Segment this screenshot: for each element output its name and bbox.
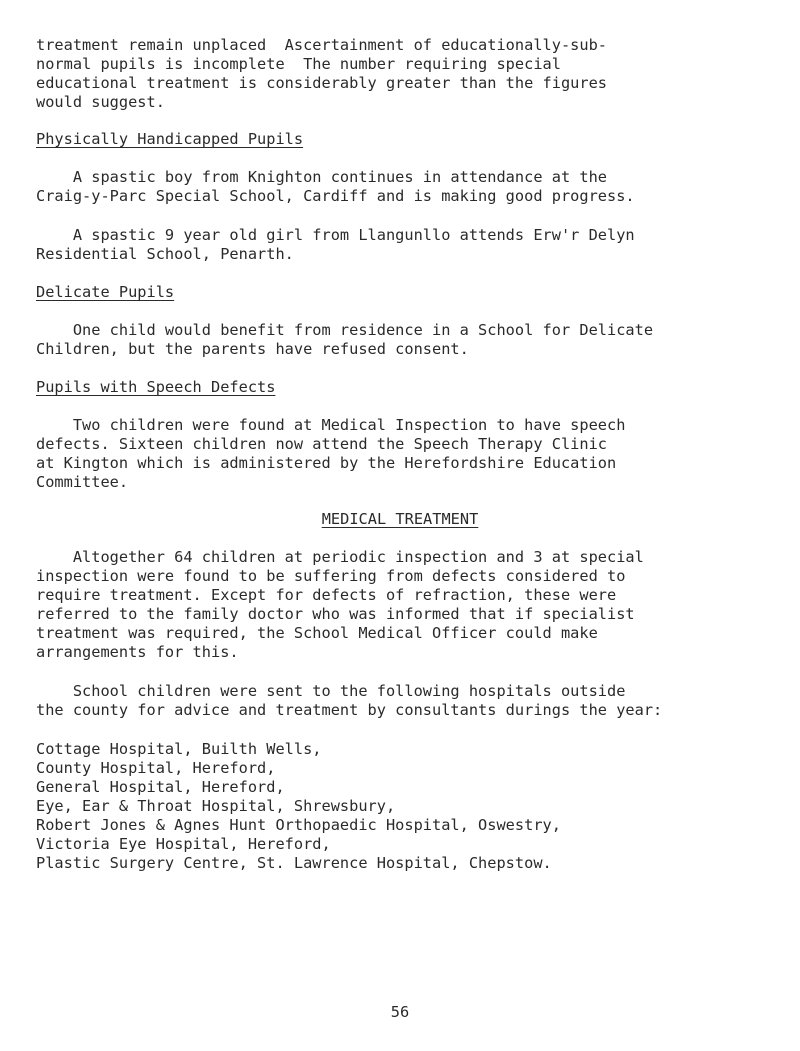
medical-treatment-heading: MEDICAL TREATMENT: [321, 510, 479, 528]
section-heading: [36, 378, 776, 397]
paragraph-line: Residential School, Penarth.: [36, 245, 294, 263]
delicate-pupils-heading: Delicate Pupils: [36, 283, 175, 301]
hospital-item: Cottage Hospital, Builth Wells,: [36, 740, 322, 758]
physically-handicapped-heading: Physically Handicapped Pupils: [36, 130, 304, 148]
paragraph-line: Committee.: [36, 473, 129, 491]
hospital-item: Eye, Ear & Throat Hospital, Shrewsbury,: [36, 797, 396, 815]
speech-defects-paragraph: [36, 416, 776, 492]
intro-line: normal pupils is incomplete The number requiring special: [36, 55, 561, 73]
paragraph-line: inspection were found to be suffering from defects considered to: [36, 567, 626, 585]
hospital-list: [36, 740, 776, 873]
paragraph-line: require treatment. Except for defects of refraction, these were: [36, 586, 617, 604]
physically-handicapped-paragraph: [36, 168, 776, 206]
paragraph-line: A spastic 9 year old girl from Llangunllo attends Erw'r Delyn: [36, 226, 635, 244]
paragraph-line: Craig-y-Parc Special School, Cardiff and is making good progress.: [36, 187, 635, 205]
paragraph-line: Children, but the parents have refused consent.: [36, 340, 469, 358]
paragraph-line: Altogether 64 children at periodic inspection and 3 at special: [36, 548, 644, 566]
hospital-item: County Hospital, Hereford,: [36, 759, 276, 777]
intro-line: treatment remain unplaced Ascertainment of educationally-sub-: [36, 36, 607, 54]
medical-treatment-paragraph: [36, 548, 776, 662]
intro-paragraph: [36, 36, 776, 112]
hospital-item: General Hospital, Hereford,: [36, 778, 285, 796]
hospital-item: Robert Jones & Agnes Hunt Orthopaedic Hospital, Oswestry,: [36, 816, 561, 834]
delicate-pupils-paragraph: [36, 321, 776, 359]
hospital-item: Plastic Surgery Centre, St. Lawrence Hospital, Chepstow.: [36, 854, 552, 872]
paragraph-line: treatment was required, the School Medical Officer could make: [36, 624, 598, 642]
page-number: 56: [390, 1003, 410, 1021]
paragraph-line: Two children were found at Medical Inspection to have speech: [36, 416, 626, 434]
section-heading: [0, 510, 800, 529]
paragraph-line: One child would benefit from residence in a School for Delicate: [36, 321, 654, 339]
hospitals-intro-paragraph: [36, 682, 776, 720]
paragraph-line: at Kington which is administered by the Herefordshire Education: [36, 454, 617, 472]
section-heading: [36, 283, 776, 302]
paragraph-line: arrangements for this.: [36, 643, 239, 661]
hospital-item: Victoria Eye Hospital, Hereford,: [36, 835, 331, 853]
physically-handicapped-paragraph: [36, 226, 776, 264]
speech-defects-heading: Pupils with Speech Defects: [36, 378, 276, 396]
intro-line: would suggest.: [36, 93, 165, 111]
section-heading: [36, 130, 776, 149]
paragraph-line: defects. Sixteen children now attend the Speech Therapy Clinic: [36, 435, 607, 453]
paragraph-line: referred to the family doctor who was informed that if specialist: [36, 605, 635, 623]
paragraph-line: School children were sent to the following hospitals outside: [36, 682, 626, 700]
paragraph-line: A spastic boy from Knighton continues in attendance at the: [36, 168, 607, 186]
intro-line: educational treatment is considerably greater than the figures: [36, 74, 607, 92]
paragraph-line: the county for advice and treatment by consultants durings the year:: [36, 701, 663, 719]
